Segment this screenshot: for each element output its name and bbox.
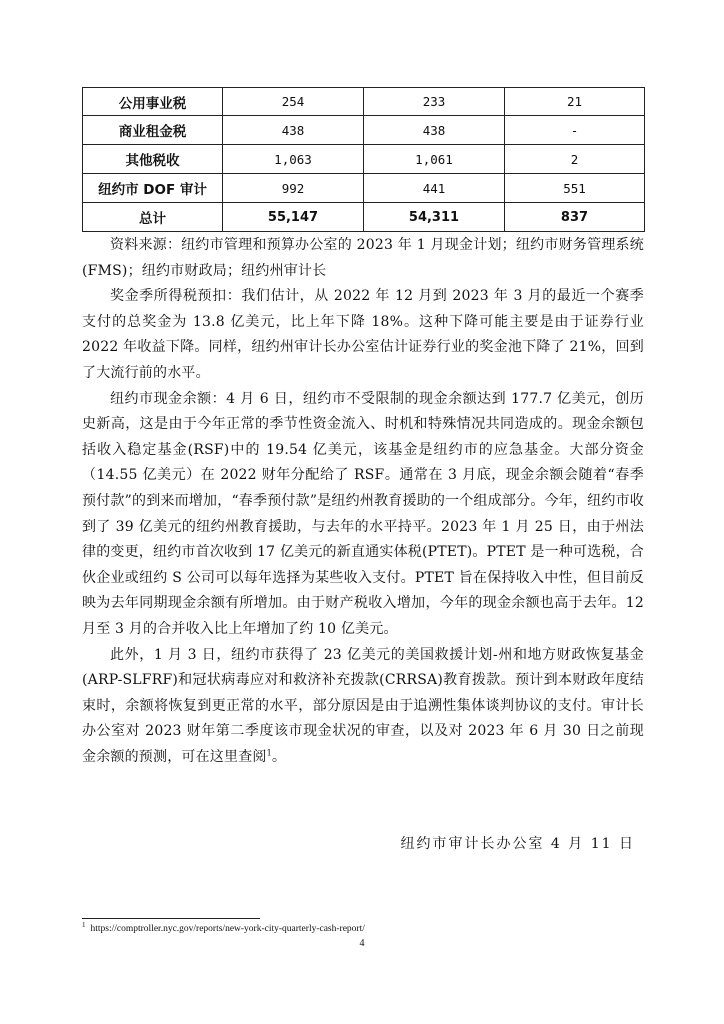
row-label: 商业租金税	[83, 116, 223, 145]
cell-value: 1,061	[364, 145, 505, 174]
cell-value: 441	[364, 174, 505, 203]
cell-value: 55,147	[223, 203, 364, 232]
table-row	[83, 88, 645, 116]
row-label: 纽约市 DOF 审计	[83, 174, 223, 203]
cell-value: 21	[505, 88, 645, 116]
footnote-ref[interactable]: 1	[266, 748, 272, 758]
cell-value: 1,063	[223, 145, 364, 174]
table-row	[83, 116, 645, 145]
table-row	[83, 145, 645, 174]
paragraph-cash-balance: 纽约市现金余额：4 月 6 日，纽约市不受限制的现金余额达到 177.7 亿美元，创历史新高，这是由于今年正常的季节性资金流入、时机和特殊情况共同造成的。现金余额包括收入稳定基金(RSF)中的 19.54 亿美元，该基金是纽约市的应急基金。大部分资金（14.55 亿美元）在 2022 财年分配给了 RSF。通常在 3 月底，现金余额会随着“春季预付款”的到来而增加，“春季预付款”是纽约州教育援助的一个组成部分。今年，纽约市收到了 39 亿美元的纽约州教育援助，与去年的水平持平。2023 年 1 月 25 日，由于州法律的变更，纽约市首次收到 17 亿美元的新直通实体税(PTET)。PTET 是一种可选税，合伙企业或纽约 S 公司可以每年选择为某些收入支付。PTET 旨在保持收入中性，但目前反映为去年同期现金余额有所增加。由于财产税收入增加，今年的现金余额也高于去年。12 月至 3 月的合并收入比上年增加了约 10 亿美元。	[82, 390, 644, 637]
row-label: 公用事业税	[83, 88, 223, 116]
paragraph-text: 此外，1 月 3 日，纽约市获得了 23 亿美元的美国救援计划-州和地方财政恢复基金(ARP-SLFRF)和冠状病毒应对和救济补充拨款(CRRSA)教育拨款。预计到本财政年度结束时，余额将恢复到更正常的水平，部分原因是由于追溯性集体谈判协议的支付。审计长办公室对 2023 财年第二季度该市现金状况的审查，以及对 2023 年 6 月 30 日之前现金余额的预测，可在这里查阅	[82, 646, 644, 765]
cell-value: 837	[505, 203, 645, 232]
row-label: 其他税收	[83, 145, 223, 174]
cell-value: 2	[505, 145, 645, 174]
footnote-link[interactable]: https://comptroller.nyc.gov/reports/new-york-city-quarterly-cash-report/	[90, 924, 365, 934]
cell-value: 992	[223, 174, 364, 203]
footnote	[82, 920, 365, 934]
cell-value: 438	[364, 116, 505, 145]
paragraph-arp-funds: 此外，1 月 3 日，纽约市获得了 23 亿美元的美国救援计划-州和地方财政恢复基金(ARP-SLFRF)和冠状病毒应对和救济补充拨款(CRRSA)教育拨款。预计到本财政年度结束时，余额将恢复到更正常的水平，部分原因是由于追溯性集体谈判协议的支付。审计长办公室对 2023 财年第二季度该市现金状况的审查，以及对 2023 年 6 月 30 日之前现金余额的预测，可在这里查阅$^1$。	[82, 646, 644, 765]
tax-revenue-table	[82, 87, 645, 232]
cell-value: -	[505, 116, 645, 145]
footnote-marker: 1	[82, 920, 86, 929]
source-note: 资料来源：纽约市管理和预算办公室的 2023 年 1 月现金计划；纽约市财务管理系统(FMS)；纽约市财政局；纽约州审计长	[82, 237, 644, 279]
body-text	[82, 233, 644, 770]
table-total-row	[83, 203, 645, 232]
signoff: 纽约市审计长办公室 4 月 11 日	[400, 836, 635, 852]
row-label: 总计	[83, 203, 223, 232]
cell-value: 54,311	[364, 203, 505, 232]
cell-value: 254	[223, 88, 364, 116]
cell-value: 438	[223, 116, 364, 145]
cell-value: 551	[505, 174, 645, 203]
paragraph-bonus-withholding: 奖金季所得税预扣：我们估计，从 2022 年 12 月到 2023 年 3 月的最近一个赛季支付的总奖金为 13.8 亿美元，比上年下降 18%。这种下降可能主要是由于证券行业 2022 年收益下降。同样，纽约州审计长办公室估计证券行业的奖金池下降了 21%，回到了大流行前的水平。	[82, 288, 644, 381]
table-row	[83, 174, 645, 203]
page-number: 4	[359, 938, 365, 949]
cell-value: 233	[364, 88, 505, 116]
footnote-divider	[82, 918, 260, 919]
